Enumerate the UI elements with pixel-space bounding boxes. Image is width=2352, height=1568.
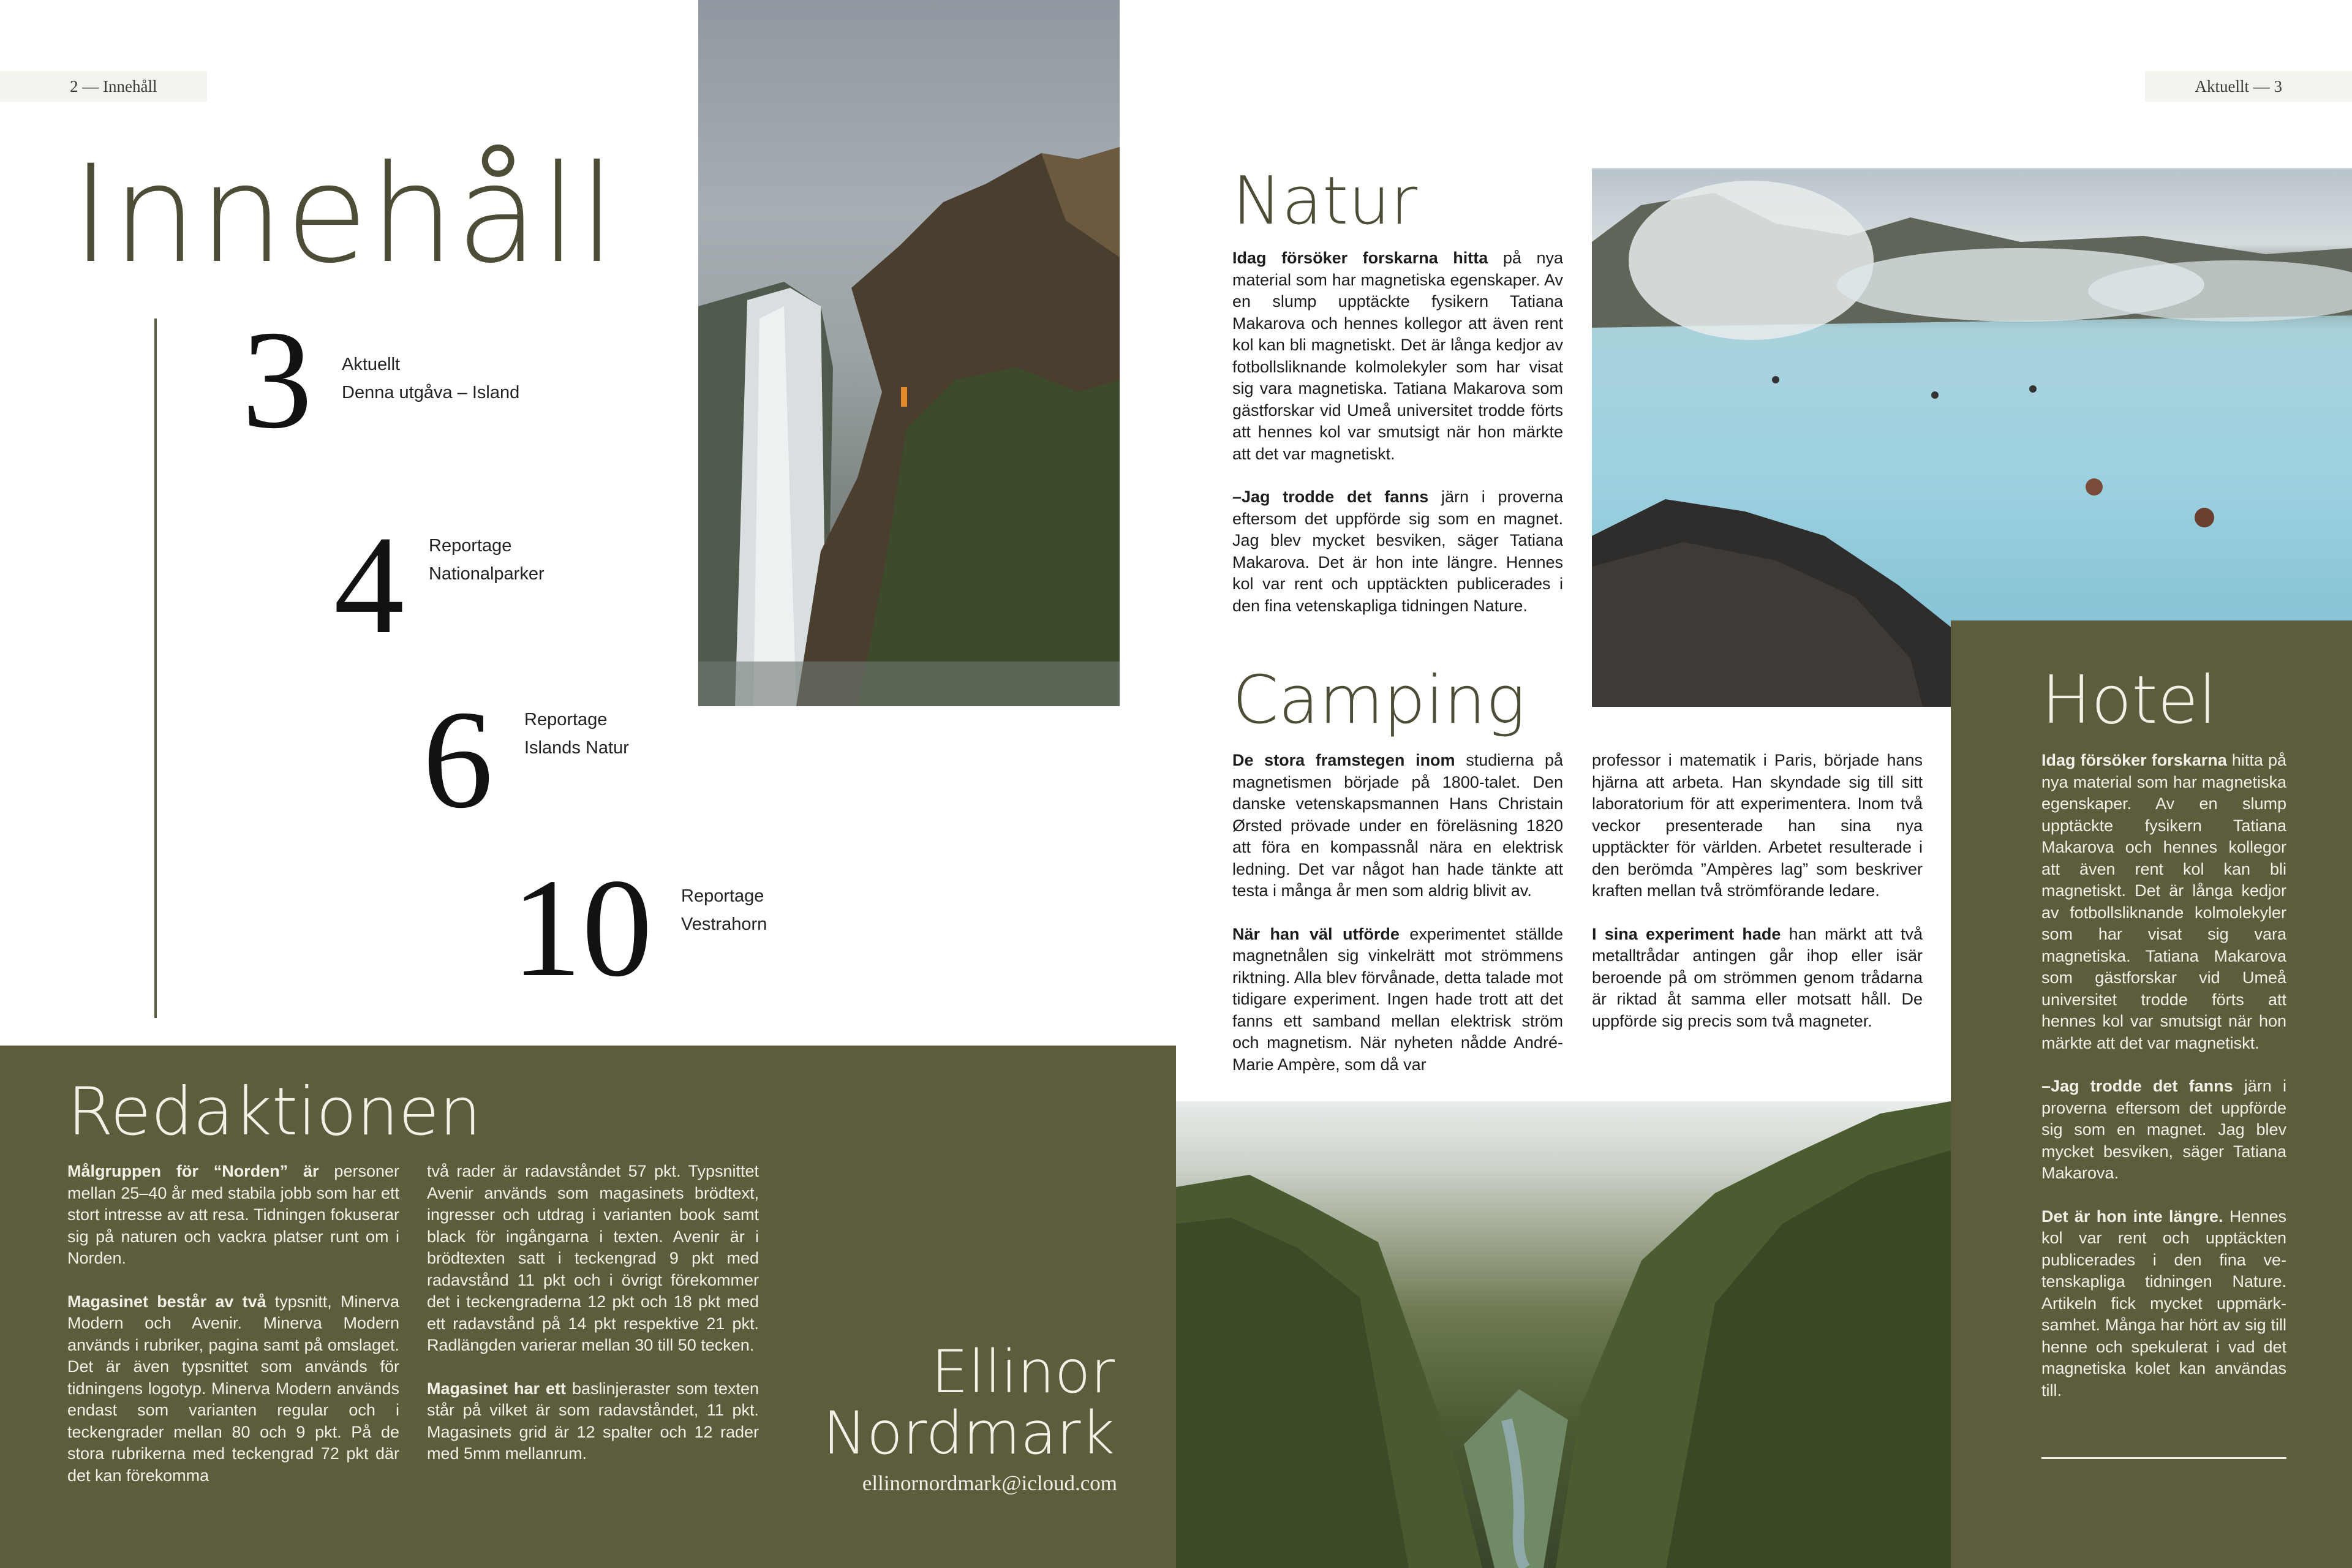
redaktionen-lead: Magasinet har ett (427, 1379, 566, 1398)
toc-number-4: 4 (334, 507, 404, 663)
natur-paragraph (1232, 486, 1563, 617)
toc-entry-6[interactable] (524, 706, 629, 762)
hotel-divider (2041, 1457, 2286, 1459)
camping-text: experimentet ställde magnetnålen sig vinkelrätt mot strömmens riktning. Alla blev förvånade, detta talade mot tidigare experiment. Ingen hade trott att det fanns ett samband mellan elektrisk ström och magnetism. När nyheten nådde André-Marie Ampère, som då var (1232, 924, 1563, 1074)
toc-category: Reportage (429, 536, 512, 556)
page-number-right (2145, 71, 2352, 102)
hotel-body (2041, 750, 2286, 1423)
redaktionen-text: personer mellan 25–40 år med stabila jobb som har ett stort intresse av att resa. Tidningen fokuserar sig på naturen och vackra platser runt om i Norden. (67, 1162, 399, 1267)
editor-last-name: Nordmark (823, 1399, 1115, 1468)
editor-name (796, 1338, 1115, 1468)
camping-paragraph (1232, 750, 1563, 902)
camping-paragraph (1592, 750, 1923, 902)
natur-lead: Idag försöker forskarna hitta (1232, 249, 1488, 267)
natur-body (1232, 247, 1563, 638)
natur-text: järn i proverna eftersom det uppförde sig som en magnet. Jag blev mycket besviken, säger Tatiana Makarova. Det är hon inte längre. Hennes kol var rent och upptäckten publicerades i den fina vetenskapliga tidningen Nature. (1232, 488, 1564, 615)
waterfall-photo (698, 0, 1120, 706)
camping-lead: När han väl utförde (1232, 924, 1400, 943)
natur-heading: Natur (1232, 163, 1418, 239)
toc-entry-4[interactable] (429, 532, 545, 588)
hotel-paragraph (2041, 750, 2286, 1054)
camping-text: han märkt att två metalltrådar antingen går ihop eller isär beroende på om strömmen genom trådarna är riktad åt samma eller motsatt håll. De uppförde sig precis som två magneter. (1592, 924, 1923, 1030)
contents-divider (154, 318, 157, 1018)
redaktionen-paragraph (67, 1291, 399, 1487)
redaktionen-lead: Magasinet består av två (67, 1292, 266, 1311)
redaktionen-paragraph (67, 1161, 399, 1270)
camping-text: professor i matematik i Paris, började hans hjärna att arbeta. Han skyndade sig till sitt laboratorium för att experimentera. Inom två veckor presenterade han sina nya upptäckter för världen. Arbetet resulterade i den berömda ”Ampères lag” som beskriver kraften mellan två strömförande ledare. (1592, 751, 1923, 900)
hotel-heading: Hotel (2041, 662, 2217, 739)
natur-paragraph (1232, 247, 1563, 465)
canyon-photo (1176, 1101, 1951, 1568)
page-number-left (0, 71, 207, 102)
redaktionen-heading: Redaktionen (67, 1074, 481, 1150)
redaktionen-lead: Målgruppen för “Norden” är (67, 1162, 319, 1180)
redaktionen-text: två rader är radavståndet 57 pkt. Typsnittet Avenir används som magasinets brödtext, ingresser och utdrag i varianten book samt black för ingångarna i texten. Avenir är i brödtexten satt i teckengrad 9 pkt med radavstånd 11 pkt och i övrigt förekommer det i teckengraderna 12 pkt och 18 pkt med ett radavstånd på 14 pkt respektive 21 pkt. Radlängden varierar mellan 30 till 50 tecken. (427, 1162, 759, 1354)
contents-title: Innehåll (71, 136, 617, 293)
redaktionen-paragraph (427, 1161, 759, 1357)
natur-text: på nya material som har magnetiska egenskaper. Av en slump upptäckte fysikern Tatiana Makarova och hennes kollegor att även rent kol kan bli magnetiskt. Det är långa kedjor av fotbollsliknande kolmolekyler som har visat sig vara magnetiska. Tatiana Makarova som gästforskar vid Umeå universitet trodde förts att hennes kol var smutsigt när hon märkte att det var magnetiskt. (1232, 249, 1563, 463)
redaktionen-text: baslinjeraster som texten står på vilket är som radavståndet, 11 pkt. Magasinets grid är 12 spalter och 12 rader med 5mm mellanrum. (427, 1379, 760, 1463)
toc-entry-10[interactable] (681, 882, 767, 938)
hotel-text: järn i proverna eftersom det uppförde sig som en magnet. Jag blev mycket besviken, säger Tatiana Makarova. (2041, 1077, 2287, 1182)
redaktionen-column-2 (427, 1161, 759, 1487)
hotel-lead: Det är hon inte längre. (2041, 1207, 2223, 1226)
camping-paragraph (1592, 924, 1923, 1033)
camping-lead: De stora framstegen inom (1232, 751, 1455, 769)
editor-email[interactable]: ellinornordmark@icloud.com (862, 1471, 1117, 1495)
toc-subtitle: Islands Natur (524, 738, 629, 758)
redaktionen-column-1 (67, 1161, 399, 1508)
toc-subtitle: Vestrahorn (681, 914, 767, 934)
hotel-lead: –Jag trodde det fanns (2041, 1077, 2233, 1095)
toc-number-3: 3 (242, 301, 312, 458)
camping-lead: I sina experiment hade (1592, 924, 1781, 943)
toc-category: Reportage (524, 710, 608, 729)
toc-entry-3[interactable] (342, 350, 519, 407)
camping-column-1 (1232, 750, 1563, 1097)
redaktionen-text: typsnitt, Minerva Modern och Avenir. Minerva Modern används i rubriker, pagina samt på omslaget. Det är även typsnittet som används för tidningens logotyp. Minerva Modern används endast som varianten regular och i teckengrader mellan 80 och 9 pkt. På de stora rubrikerna med teckengrad 72 pkt där det kan förekomma (67, 1292, 399, 1485)
toc-number-10: 10 (511, 850, 652, 1006)
toc-category: Aktuellt (342, 355, 401, 374)
camping-text: studierna på magnetismen började på 1800-talet. Den danske vetenskapsmannen Hans Christain Ørsted prövade under en föreläsning 1820 att föra en kompassnål nära en elektrisk ledning. Det var något han hade tänkte att testa i många år men som aldrig blivit av. (1232, 751, 1563, 900)
camping-column-2 (1592, 750, 1923, 1054)
hotel-paragraph (2041, 1076, 2286, 1185)
hotel-paragraph (2041, 1206, 2286, 1402)
editor-first-name: Ellinor (931, 1338, 1115, 1406)
toc-category: Reportage (681, 886, 764, 906)
page-number-left-label: 2 — Innehåll (70, 77, 157, 96)
redaktionen-paragraph (427, 1378, 759, 1465)
hotel-text: hitta på nya material som har magnetiska egenskaper. Av en slump upptäckte fysikern Tatiana Makarova och hennes kollegor att även rent kol kan bli magnetiskt. Det är långa kedjor av fotbollsliknande kolmolekyler som har visat sig vara magnetiska. Tatiana Makarova som gästforskar vid Umeå universitet trodde förts att hennes kol var smutsigt när hon märkte att det var magnetiskt. (2041, 751, 2286, 1052)
natur-lead: –Jag trodde det fanns (1232, 488, 1429, 506)
toc-subtitle: Nationalparker (429, 564, 545, 584)
page-number-right-label: Aktuellt — 3 (2195, 77, 2282, 96)
hotel-text: Hennes kol var rent och upptäckten publicerades i den fina vetenskapliga tidningen Nature. Artikeln fick mycket uppmärksamhet. Många har hört av sig till henne och spekulerat i vad det magnetiska kolet kan användas till. (2041, 1207, 2286, 1400)
camping-heading: Camping (1232, 662, 1526, 739)
hotel-lead: Idag försöker forskarna (2041, 751, 2227, 769)
toc-number-6: 6 (423, 681, 493, 837)
camping-paragraph (1232, 924, 1563, 1076)
toc-subtitle: Denna utgåva – Island (342, 383, 520, 402)
